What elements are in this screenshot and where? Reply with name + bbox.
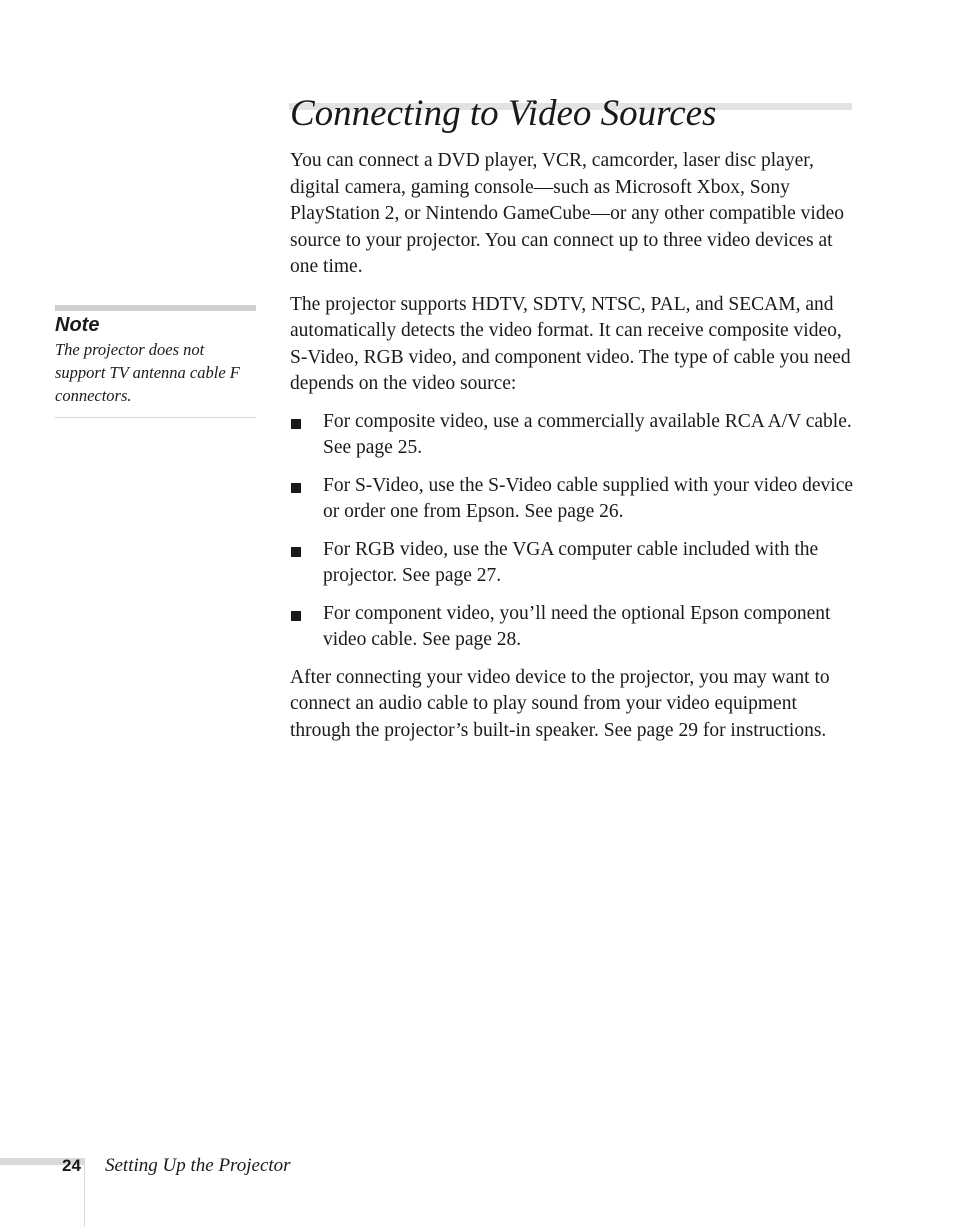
note-bottom-rule [55,417,256,418]
square-bullet-icon [291,547,301,557]
list-item-text: For component video, you’ll need the optional Epson component video cable. See page 28. [323,602,831,650]
page-number: 24 [62,1156,81,1175]
square-bullet-icon [291,483,301,493]
note-top-rule [55,305,256,311]
list-item [290,409,856,462]
list-item-text: For RGB video, use the VGA computer cable included with the projector. See page 27. [323,538,819,586]
list-item [290,537,856,590]
list-item-text: For composite video, use a commercially available RCA A/V cable. See page 25. [323,410,852,458]
closing-paragraph: After connecting your video device to the projector, you may want to connect an audio cable to play sound from your video equipment through the projector’s built-in speaker. See page 29 for instructions. [290,666,830,741]
supports-paragraph: The projector supports HDTV, SDTV, NTSC, PAL, and SECAM, and automatically detects the video format. It can receive composite video, S-Video, RGB video, and component video. The type of cable you need depends on the video source: [290,293,851,394]
list-item [290,473,856,526]
cable-list [290,409,856,654]
main-content [290,148,856,755]
footer-divider [84,1158,85,1227]
intro-paragraph: You can connect a DVD player, VCR, camcorder, laser disc player, digital camera, gaming console—such as Microsoft Xbox, Sony PlayStation 2, or Nintendo GameCube—or any other compatible video source to your projector. You can connect up to three video devices at one time. [290,150,845,277]
note-text: The projector does not support TV antenna cable F connectors. [55,340,240,405]
list-item [290,601,856,654]
footer-section-name: Setting Up the Projector [105,1155,291,1176]
note-heading: Note [55,314,100,336]
square-bullet-icon [291,419,301,429]
square-bullet-icon [291,611,301,621]
list-item-text: For S-Video, use the S-Video cable supplied with your video device or order one from Epson. See page 26. [323,474,854,522]
page-title: Connecting to Video Sources [290,93,717,134]
